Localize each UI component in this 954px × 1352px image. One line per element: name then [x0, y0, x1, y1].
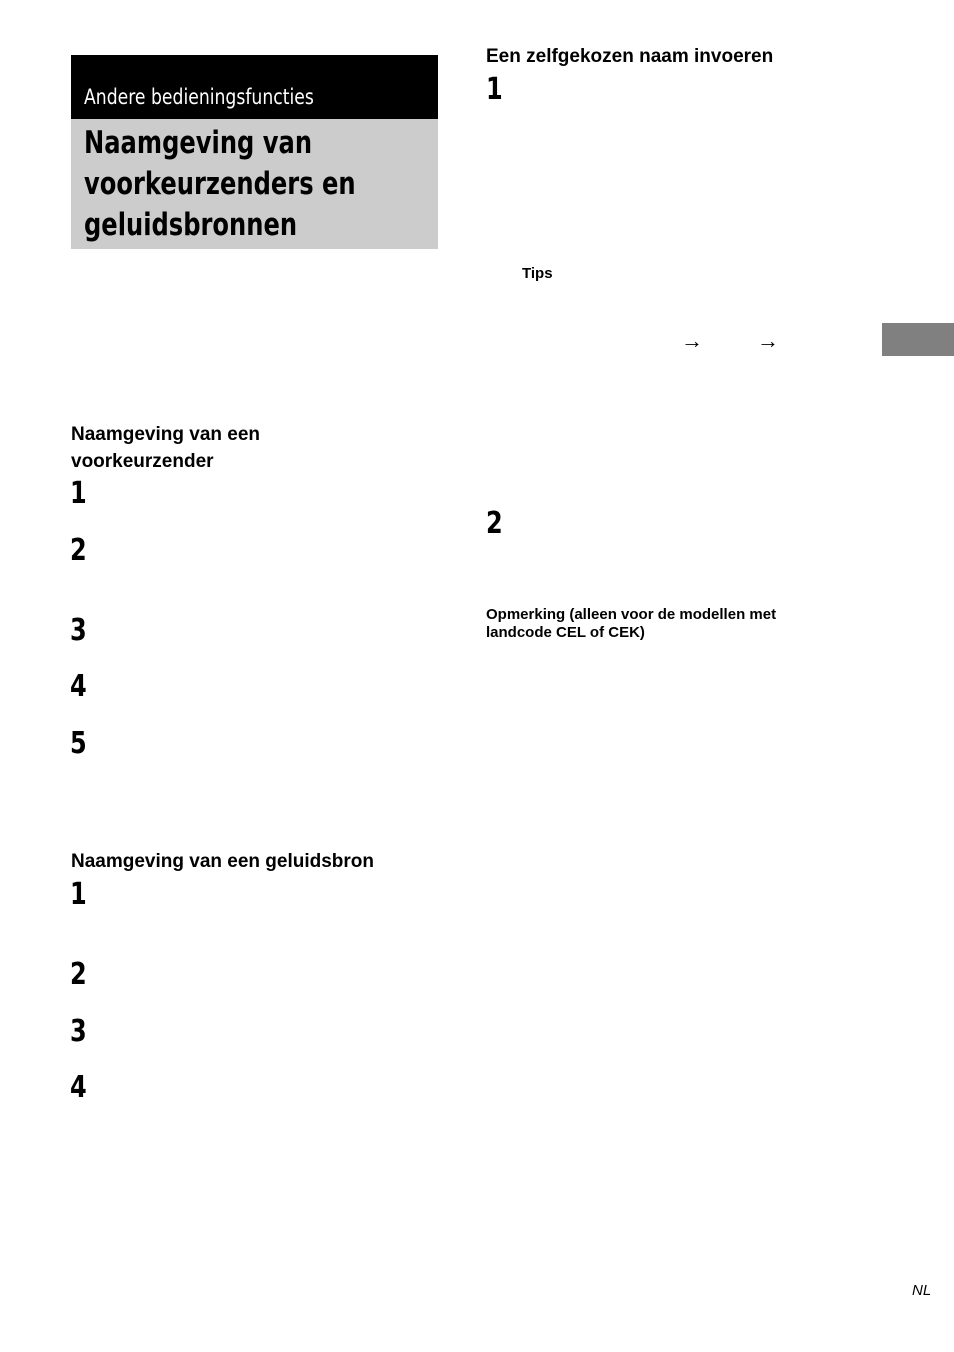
preset-step-1: 1	[70, 476, 87, 511]
source-step-3: 3	[70, 1014, 87, 1049]
preset-step-2: 2	[70, 533, 87, 568]
page-title-line-3: geluidsbronnen	[84, 207, 298, 243]
preset-step-5: 5	[70, 726, 87, 761]
page-title-line-2: voorkeurzenders en	[84, 166, 356, 202]
preset-step-3: 3	[70, 613, 87, 648]
tips-label: Tips	[522, 265, 553, 282]
source-step-2: 2	[70, 957, 87, 992]
custom-step-2: 2	[486, 506, 503, 541]
custom-step-1: 1	[486, 72, 503, 107]
preset-heading-line-2: voorkeurzender	[71, 451, 214, 472]
preset-heading	[71, 421, 260, 475]
section-title: Andere bedieningsfuncties	[84, 85, 314, 109]
note-heading-line-2: landcode CEL of CEK)	[486, 624, 645, 641]
custom-name-heading: Een zelfgekozen naam invoeren	[486, 46, 774, 67]
source-step-1: 1	[70, 877, 87, 912]
source-step-4: 4	[70, 1070, 87, 1105]
source-heading: Naamgeving van een geluidsbron	[71, 851, 375, 872]
section-header-bar	[71, 55, 438, 119]
note-heading-line-1: Opmerking (alleen voor de modellen met	[486, 606, 777, 623]
note-heading	[486, 606, 776, 642]
side-tab-marker	[882, 323, 954, 356]
preset-step-4: 4	[70, 669, 87, 704]
page-title-line-1: Naamgeving van	[84, 125, 313, 161]
arrow-icon: →	[681, 328, 703, 353]
language-marker: NL	[912, 1282, 932, 1299]
page-title-box	[71, 119, 438, 249]
preset-heading-line-1: Naamgeving van een	[71, 424, 261, 445]
arrow-icon: →	[757, 328, 779, 353]
